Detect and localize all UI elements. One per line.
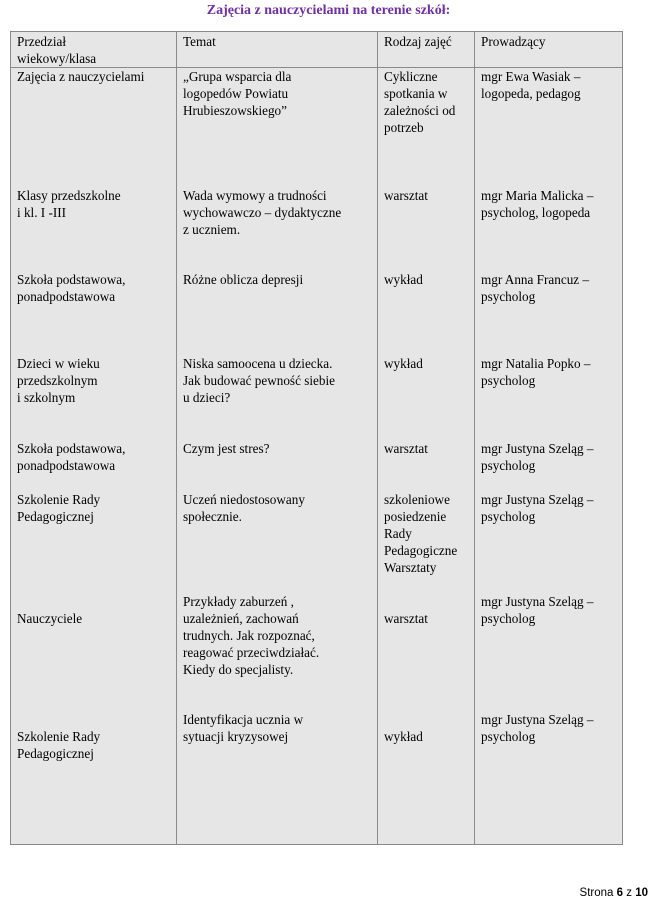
cell-age-group: Zajęcia z nauczycielami: [11, 68, 177, 187]
page-title: Zajęcia z nauczycielami na terenie szkół:: [206, 3, 451, 18]
cell-age-group: Klasy przedszkolne i kl. I -III: [11, 187, 177, 271]
cell-instructor: mgr Maria Malicka – psycholog, logopeda: [475, 187, 623, 271]
cell-class-type: szkoleniowe posiedzenie Rady Pedagogiczne Warsztaty: [378, 491, 475, 593]
cell-topic: Różne oblicza depresji: [177, 271, 378, 355]
table-row: [11, 187, 623, 271]
cell-topic: Uczeń niedostosowany społecznie.: [177, 491, 378, 593]
cell-instructor: mgr Justyna Szeląg – psycholog: [475, 593, 623, 711]
cell-class-type: warsztat: [378, 440, 475, 491]
cell-instructor: mgr Justyna Szeląg – psycholog: [475, 440, 623, 491]
footer-current-page: 6: [616, 887, 624, 899]
cell-instructor: mgr Natalia Popko – psycholog: [475, 355, 623, 440]
classes-table: [10, 31, 623, 845]
cell-topic: „Grupa wsparcia dla logopedów Powiatu Hrubieszowskiego”: [177, 68, 378, 187]
cell-instructor: mgr Anna Francuz – psycholog: [475, 271, 623, 355]
cell-topic: Identyfikacja ucznia w sytuacji kryzysowej: [177, 711, 378, 845]
cell-instructor: mgr Justyna Szeląg – psycholog: [475, 491, 623, 593]
table-row: [11, 593, 623, 711]
header-class-type: Rodzaj zajęć: [378, 32, 475, 68]
cell-class-type: warsztat: [378, 187, 475, 271]
cell-class-type: wykład: [378, 355, 475, 440]
footer-page-label: Strona: [579, 887, 614, 899]
cell-class-type: Cykliczne spotkania w zależności od potrzeb: [378, 68, 475, 187]
table-row: [11, 440, 623, 491]
header-instructor: Prowadzący: [475, 32, 623, 68]
cell-class-type: wykład: [378, 711, 475, 845]
cell-class-type: wykład: [378, 271, 475, 355]
table-row: [11, 68, 623, 187]
table-header-row: [11, 32, 623, 68]
header-topic: Temat: [177, 32, 378, 68]
cell-age-group: Szkolenie Rady Pedagogicznej: [11, 711, 177, 845]
table-row: [11, 271, 623, 355]
cell-topic: Czym jest stres?: [177, 440, 378, 491]
cell-topic: Niska samoocena u dziecka. Jak budować pewność siebie u dzieci?: [177, 355, 378, 440]
cell-topic: Wada wymowy a trudności wychowawczo – dydaktyczne z uczniem.: [177, 187, 378, 271]
cell-age-group: Szkolenie Rady Pedagogicznej: [11, 491, 177, 593]
header-age-group: Przedział wiekowy/klasa: [11, 32, 177, 68]
cell-age-group: Nauczyciele: [11, 593, 177, 711]
cell-instructor: mgr Justyna Szeląg – psycholog: [475, 711, 623, 845]
footer-total-pages: 10: [635, 887, 648, 899]
table-row: [11, 711, 623, 845]
table-row: [11, 491, 623, 593]
cell-class-type: warsztat: [378, 593, 475, 711]
cell-instructor: mgr Ewa Wasiak – logopeda, pedagog: [475, 68, 623, 187]
footer-of-label: z: [626, 887, 632, 899]
cell-age-group: Dzieci w wieku przedszkolnym i szkolnym: [11, 355, 177, 440]
page-number-footer: [580, 887, 648, 899]
cell-topic: Przykłady zaburzeń , uzależnień, zachowań trudnych. Jak rozpoznać, reagować przeciwdziałać. Kiedy do specjalisty.: [177, 593, 378, 711]
cell-age-group: Szkoła podstawowa, ponadpodstawowa: [11, 271, 177, 355]
cell-age-group: Szkoła podstawowa, ponadpodstawowa: [11, 440, 177, 491]
table-row: [11, 355, 623, 440]
